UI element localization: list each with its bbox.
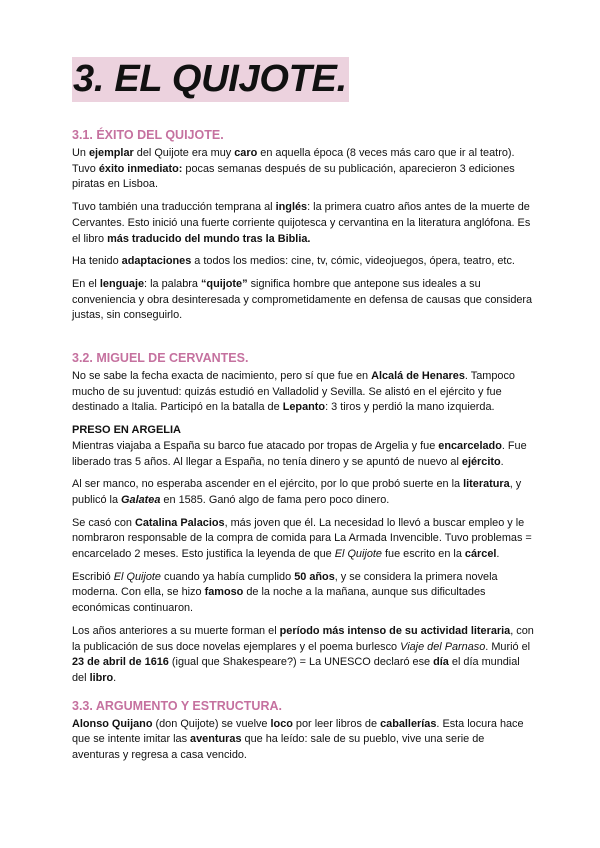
bold-text: cárcel [464, 548, 497, 561]
text: . Murió el [485, 640, 531, 653]
text: cuando ya había cumplido [160, 570, 295, 583]
text: Tuvo también una traducción temprana al [72, 201, 276, 214]
paragraph [72, 369, 534, 416]
text: . Fue liberado tras 5 años. Al llegar a España, no tenía dinero y se apuntó de nuevo al [72, 439, 527, 468]
bold-text: 50 años [294, 570, 335, 583]
page-title: 3. EL QUIJOTE. [73, 58, 347, 100]
text: pocas semanas después de su publicación, aparecieron 3 ediciones piratas en Lisboa. [72, 162, 515, 191]
bold-text: libro [89, 671, 114, 684]
bold-text: ejército [461, 455, 501, 468]
text: de la noche a la mañana, aunque sus dificultades económicas continuaron. [72, 586, 486, 615]
text: del Quijote era muy [133, 147, 235, 159]
paragraph [72, 570, 534, 617]
text: fue escrito en la [381, 548, 465, 561]
bold-text: 23 de abril de 1616 [72, 656, 169, 669]
bold-text: encarcelado [438, 439, 502, 452]
text: el día mundial del [72, 656, 520, 684]
bold-text: ejemplar [88, 147, 134, 159]
bold-text: caballerías [380, 717, 437, 730]
bold-text: éxito inmediato: [98, 162, 183, 175]
text: No se sabe la fecha exacta de nacimiento, pero sí que fue en [72, 370, 372, 383]
text: en aquella época (8 veces más caro que ir al teatro). Tuvo [72, 147, 515, 175]
text: Los años anteriores a su muerte forman el [72, 624, 280, 637]
bold-text: día [433, 656, 449, 669]
bold-text: “quijote” [200, 277, 248, 290]
text: . [500, 455, 504, 468]
bold-text: Catalina Palacios [134, 516, 225, 529]
section-1 [72, 127, 534, 324]
section-heading: 3.2. MIGUEL DE CERVANTES. [72, 351, 249, 366]
paragraph [72, 516, 534, 563]
subheading: PRESO EN ARGELIA [72, 424, 181, 437]
bold-text: aventuras [190, 733, 242, 746]
bold-text: Alcalá de Henares [371, 370, 465, 383]
paragraph [72, 277, 534, 324]
italic-text: El Quijote [113, 570, 161, 583]
bold-text: adaptaciones [121, 255, 192, 268]
text: , y publicó la [72, 478, 522, 506]
text: en 1585. Ganó algo de fama pero poco dinero. [160, 493, 390, 506]
paragraph [72, 146, 534, 193]
italic-text: Viaje del Parnaso [400, 640, 486, 653]
bold-text: inglés [275, 201, 308, 214]
text: : la palabra [144, 277, 201, 290]
text: . Tampoco mucho de su juventud: quizás estudió en Valladolid y Sevilla. Se alistó en el ejército y fue destinado a Italia. Participó en la batalla de [72, 370, 515, 414]
text: Escribió [72, 570, 114, 583]
section-heading: 3.3. ARGUMENTO Y ESTRUCTURA. [72, 698, 282, 713]
document-page [72, 57, 534, 764]
text: a todos los medios: cine, tv, cómic, videojuegos, ópera, teatro, etc. [191, 255, 515, 268]
text: , más joven que él. La necesidad lo llevó a buscar empleo y le nombraron responsable de la compra de comida para La Armada Invencible. Tuvo problemas = encarcelado 2 meses. Esto justifica la leyenda de que [72, 516, 532, 561]
text: . Esta locura hace que se intente imitar las [72, 717, 524, 746]
text: : 3 tiros y perdió la mano izquierda. [325, 401, 495, 414]
paragraph [72, 439, 534, 470]
text: (igual que Shakespeare?) = La UNESCO declaró ese [168, 656, 434, 669]
text: (don Quijote) se vuelve [152, 717, 271, 730]
italic-text: El Quijote [334, 548, 382, 561]
bold-text: caro [234, 147, 258, 159]
text: . [113, 671, 117, 684]
text: Se casó con [72, 516, 135, 529]
paragraph [72, 717, 534, 764]
text: Al ser manco, no esperaba ascender en el ejército, por lo que probó suerte en la [72, 478, 464, 491]
document-body [72, 127, 534, 764]
text: significa hombre que antepone sus ideales a su conveniencia y obra desinteresada y comprometidamente en defensa de causas que considera justas, sin conseguirlo. [72, 277, 533, 322]
paragraph [72, 254, 534, 270]
section-3 [72, 698, 534, 764]
section-2 [72, 350, 534, 687]
paragraph [72, 200, 534, 247]
bold-text: famoso [204, 586, 244, 599]
bold-text: loco [270, 717, 293, 730]
text: En el [72, 277, 100, 290]
text: , y se considera la primera novela moderna. Con ella, se hizo [72, 570, 498, 599]
bold-text: período más intenso de su actividad literaria [279, 624, 511, 637]
text: que ha leído: sale de su pueblo, vive una serie de aventuras y regresa a casa vencido. [72, 733, 485, 762]
text: por leer libros de [292, 717, 381, 730]
text: Ha tenido [72, 255, 122, 268]
bold-text: Alonso Quijano [72, 717, 153, 730]
paragraph [72, 624, 534, 687]
text: Mientras viajaba a España su barco fue atacado por tropas de Argelia y fue [72, 439, 439, 452]
bold-text: Lepanto [282, 401, 326, 414]
section-heading: 3.1. ÉXITO DEL QUIJOTE. [72, 128, 224, 142]
bold-text: Galatea [121, 493, 161, 506]
text: . [496, 548, 500, 561]
text: , con la publicación de sus doce novelas ejemplares y el poema burlesco [72, 624, 534, 653]
text: Un [72, 147, 89, 159]
bold-text: lenguaje [99, 277, 145, 290]
paragraph [72, 477, 534, 508]
bold-text: literatura [463, 478, 510, 491]
bold-text: más traducido del mundo tras la Biblia. [107, 232, 311, 245]
text: : la primera cuatro años antes de la muerte de Cervantes. Esto inició una fuerte corriente quijotesca y cervantina en la literatura anglófona. Es el libro [72, 201, 531, 245]
